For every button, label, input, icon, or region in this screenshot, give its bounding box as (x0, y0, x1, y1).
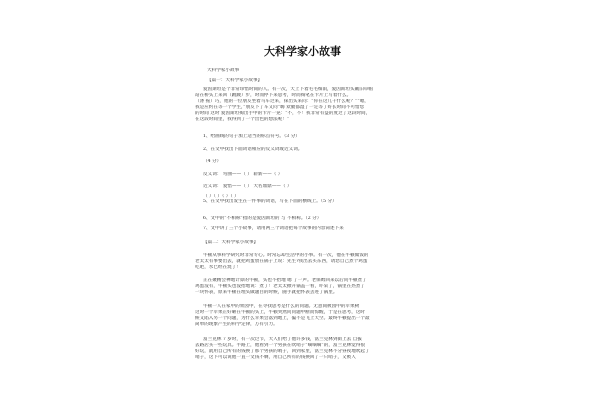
paragraph-line: 在这段时间里，我得到了一个出色的想法呢！” (195, 117, 290, 122)
paragraph-line: 牛顿一人在家中的果园中，在寻找思考是什么的问题。无意间被园中的苹果树 (203, 304, 360, 309)
synonym-row: 近义词： 爱惜——（ ） 大名鼎鼎——（ ） (203, 184, 292, 189)
paragraph-line: 这时一个苹果正好砸在牛顿的头上，牛顿突然问问题中断而惊醒，于是在思考，这时 (195, 310, 365, 315)
paragraph-line: 爱因斯坦是个非常珍惜时间的人。有一次，天上下着毛毛细雨，爱因斯坦头戴旧草帽 (203, 87, 373, 92)
paragraph-line: 简单的现象产生的科学定律，万有引力。 (195, 322, 278, 327)
blank-row: （ ）（ ）（ ）（ ） (203, 194, 239, 199)
paragraph-line: 鸡蛋没有，牛顿头也没抬地说：煮了！老太太掀开锅盖一看，吓呆了，锅里在热煮了 (195, 284, 365, 289)
paragraph-line: 一块怀表，原来牛顿在埋头做题目的时候，随手就把怀表丢进了锅里。 (195, 290, 338, 295)
paragraph-line: 老太太有事要出去，就把鸡蛋放在锅子上说：先生?我出去买东西，请您自己煮个鸡蛋 (195, 259, 368, 264)
document-subtitle: 大科学家小故事 (207, 68, 240, 73)
paragraph-line: 候又陷入另一个问题，为什么苹果会落到地上，偏不是飞上天空。最终牛顿提出一个最 (195, 316, 370, 321)
paragraph-line: 正在聚精会神地计算的牛顿，头也不抬地 嗯 了一声。老保姆回来以后问牛顿煮了 (203, 278, 367, 283)
paragraph-line: 哨子，这下可以说他一直一文钱不剩，用自己所有的钱换回了一只哨子，又被人 (195, 355, 356, 360)
question-7: 7、文中讲了三个小故事，请用两三个词语把每个故事的内容简述下来 (203, 226, 344, 231)
paragraph-line: 站在桥头上来回（踱踱）步，时而停下来思考，时而掏笔在卡片上写着什么。 (195, 93, 352, 98)
question-6: 6、文中的“不相称”指的是爱因斯坦的 与 不相称。（2 分） (203, 216, 322, 221)
paragraph-line: 牛顿从事科学研究时非常专心。时常忘却生活中的小事。有一次，他在牛顿做饭的 (203, 253, 369, 258)
question-2: 2、在文中找出下面词语相应的反义词或近义词。 (203, 147, 303, 152)
question-5: 5、在文中找出发生在一件事的词语，写在下面的横线上。（5 分） (203, 199, 337, 204)
paragraph-line: （涤 振）巧，他的一位朋友坐着马车过来，探出头来问：“你在这儿干什么呢？”“嗯， (195, 99, 369, 104)
paragraph-line: 富兰克林 7 岁时，有一次过节，大人们给了他许多钱，富兰克林到街上去 自拔 (203, 337, 362, 342)
paragraph-line: 我是应约在等一个学生，”朋友下了车又问“嗨 欢腿都湿了一定等了好长时间不可惜您 (195, 105, 365, 110)
section-header-2: 【篇二：大科学家小故事】 (203, 240, 259, 245)
paragraph-line: 的时间 这时 爱因斯坦掏出手中的卡片一晃：“不，不！我非常有益的度过了这段时间， (195, 111, 371, 116)
question-1: 1、给画线的句子加上适当的标点符号。（3 分） (203, 134, 300, 139)
paragraph-line: 吃吧，水已经在烧了！ (195, 265, 241, 270)
antonym-row: 反义词： 弯曲——（ ） 崭新——（ ） (203, 172, 283, 177)
question-2-score: （4 分） (203, 159, 222, 164)
paragraph-line: 好玩，就用自己所有的钱换了那个男孩的哨子，回到家里，富兰克林不分昼夜地吹起了 (195, 349, 370, 354)
document-title: 大科学家小故事 (264, 45, 341, 58)
paragraph-line: 去路店买一些玩具。半路上，他看到一个男孩在吹哨子“嘀嘀嘀”的，富兰克林觉得很 (195, 343, 366, 348)
section-header-1: 【篇一：大科学家小故事】 (207, 78, 263, 83)
document-page (195, 35, 410, 400)
